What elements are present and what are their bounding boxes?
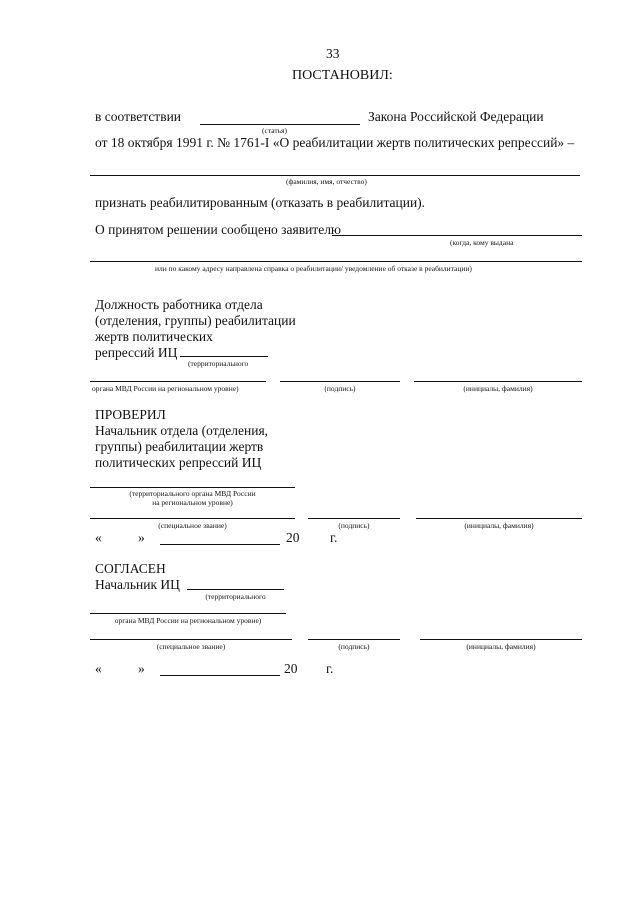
checked-line-3: политических репрессий ИЦ [95,455,262,470]
agreed-quote-open: « [95,661,102,676]
address-blank [90,261,582,262]
officer-organ-hint: органа МВД России на региональном уровне) [92,384,239,393]
officer-signature-blank [280,381,400,382]
agreed-initials-blank [420,639,582,640]
checked-initials-blank [416,518,582,519]
agreed-quote-close: » [138,661,145,676]
checked-title: ПРОВЕРИЛ [95,407,166,422]
law-name: Закона Российской Федерации [368,109,544,124]
checked-organ-hint-2: на региональном уровне) [152,498,233,507]
officer-line-2: (отделения, группы) реабилитации [95,313,296,328]
agreed-territorial-hint: (территориального [205,592,266,601]
agreed-initials-hint: (инициалы, фамилия) [466,642,536,651]
agreed-signature-hint: (подпись) [338,642,370,651]
checked-line-2: группы) реабилитации жертв [95,439,264,454]
agreed-organ-blank [90,613,286,614]
officer-signature-hint: (подпись) [324,384,356,393]
agreed-title: СОГЛАСЕН [95,561,166,576]
officer-line-3: жертв политических [95,329,213,344]
full-name-blank [90,175,580,176]
checked-rank-hint: (специальное звание) [158,521,227,530]
checked-signature-hint: (подпись) [338,521,370,530]
officer-territorial-hint: (территориального [188,359,249,368]
checked-year-prefix: 20 [286,530,300,545]
article-hint: (статья) [262,126,287,135]
agreed-rank-blank [90,639,292,640]
checked-rank-blank [90,518,295,519]
agreed-year-suffix: г. [326,661,334,676]
officer-initials-blank [414,381,582,382]
article-blank [200,124,360,125]
officer-initials-hint: (инициалы, фамилия) [463,384,533,393]
checked-line-1: Начальник отдела (отделения, [95,423,269,438]
checked-initials-hint: (инициалы, фамилия) [464,521,534,530]
agreed-line-1: Начальник ИЦ [95,577,180,592]
address-hint: или по какому адресу направлена справка о реабилитации/ уведомление об отказе в реабилитации) [155,264,472,273]
when-whom-hint: (когда, кому выдана [450,238,514,247]
agreed-signature-blank [308,639,400,640]
decision-text: признать реабилитированным (отказать в реабилитации). [95,195,426,210]
checked-signature-blank [308,518,400,519]
agreed-year-prefix: 20 [284,661,298,676]
agreed-rank-hint: (специальное звание) [156,642,226,651]
officer-line-4: репрессий ИЦ [95,345,178,360]
intro-prefix: в соответствии [95,109,182,124]
checked-quote-close: » [138,530,145,545]
officer-line-1: Должность работника отдела [95,297,263,312]
agreed-territorial-blank [187,589,284,590]
checked-quote-open: « [95,530,102,545]
agreed-date-blank [160,675,280,676]
notified-text: О принятом решении сообщено заявителю [95,222,342,237]
page-number: 33 [326,46,340,61]
checked-organ-hint-1: (территориального органа МВД России [129,489,256,498]
officer-territorial-blank [180,356,268,357]
law-reference: от 18 октября 1991 г. № 1761-I «О реабилитации жертв политических репрессий» – [95,135,575,150]
page-heading: ПОСТАНОВИЛ: [292,68,393,83]
agreed-organ-hint: органа МВД России на региональном уровне) [114,616,262,625]
officer-organ-blank [90,381,266,382]
checked-organ-blank [90,487,295,488]
checked-year-suffix: г. [330,530,338,545]
checked-date-blank [160,544,280,545]
full-name-hint: (фамилия, имя, отчество) [286,177,367,186]
notified-blank [332,235,582,236]
